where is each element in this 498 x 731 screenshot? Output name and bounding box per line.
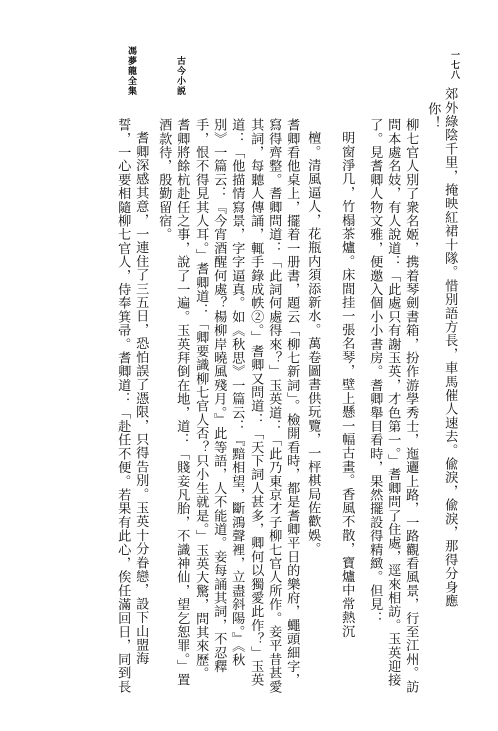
body-line: 柳七官人別了衆名姬，携着琴劍書箱，扮作游學秀士，迤邐上路，一路觀看風景，行至江州。訪 — [403, 118, 419, 694]
body-line: 手，恨不得見其人耳。」耆卿道：「卿要識柳七官人否？只小生就是。」玉英大驚，問其來歷。 — [193, 118, 209, 681]
body-line: 耆卿將餘杭赴任之事，說了一遍。玉英拜倒在地，道：「賤妾凡胎，不識神仙，望乞恕罪。」置 — [174, 118, 190, 687]
verse-opening-word: 你！ — [425, 102, 441, 130]
body-line: 別》一篇云：『今宵酒醒何處？楊柳岸曉風殘月。』此等語，人不能道。妾每誦其詞，不忍釋 — [211, 118, 227, 674]
body-line: 明窗淨几，竹榻茶爐。床間挂一張名琴，壁上懸一幅古畫。香風不散，寶爐中常熱沉 — [339, 131, 355, 638]
body-line: 了。見耆卿人物文雅，便邀入個小小書房。耆卿舉目看時，果然擺設得精緻。但見： — [367, 118, 383, 625]
book-title: 馮夢龍全集 — [126, 46, 136, 96]
body-line: 其詞，每聽人傳誦，輒手錄成帙②。」耆卿又問道：「天下詞人甚多，卿何以獨愛此作？」玉英 — [248, 118, 264, 687]
verse-line-2: 檀。清風逼人，花瓶内須添新水。萬卷圖書供玩覽，一枰棋局佐歡娛。 — [305, 131, 321, 556]
body-line: 寫得齊整。耆卿問道：「此詞何處得來？」玉英道：「此乃東京才子柳七官人所作。妾平昔甚愛 — [266, 118, 282, 694]
body-line: 誓，一心要相隨柳七官人，侍奉箕帚。耆卿道：「赴任不便。若果有此心，俟任滿回日，同到長 — [115, 118, 131, 694]
body-line: 問本處名妓，有人說道：「此處只有謝玉英，才色第一。」耆卿問了住處，逕來相訪。玉英迎接 — [385, 118, 401, 687]
body-line: 道：「他描情寫景，字字逼真。如《秋思》一篇云：『黯相望，斷鴻聲裡，立盡斜陽。』《秋 — [229, 118, 245, 667]
body-line: 耆卿看他桌上，擺着一册書，題云「柳七新詞」。檢開看時，都是耆卿平日的樂府，蠅頭細字， — [284, 118, 300, 687]
body-line: 酒款待，殷勤留宿。 — [156, 118, 172, 242]
volume-title: 古今小説 — [175, 56, 185, 96]
body-line: 耆卿深感其意，一連住了三五日，恐怕誤了憑限，只得告別。玉英十分眷戀，設下山盟海 — [133, 131, 149, 666]
verse-line-1: 郊外綠陰千里，掩映紅裙十隊。惜別語方長，車馬催人速去。偸淚，偸淚，那得分身應 — [442, 87, 458, 608]
page-number: 一七八 — [449, 50, 459, 80]
